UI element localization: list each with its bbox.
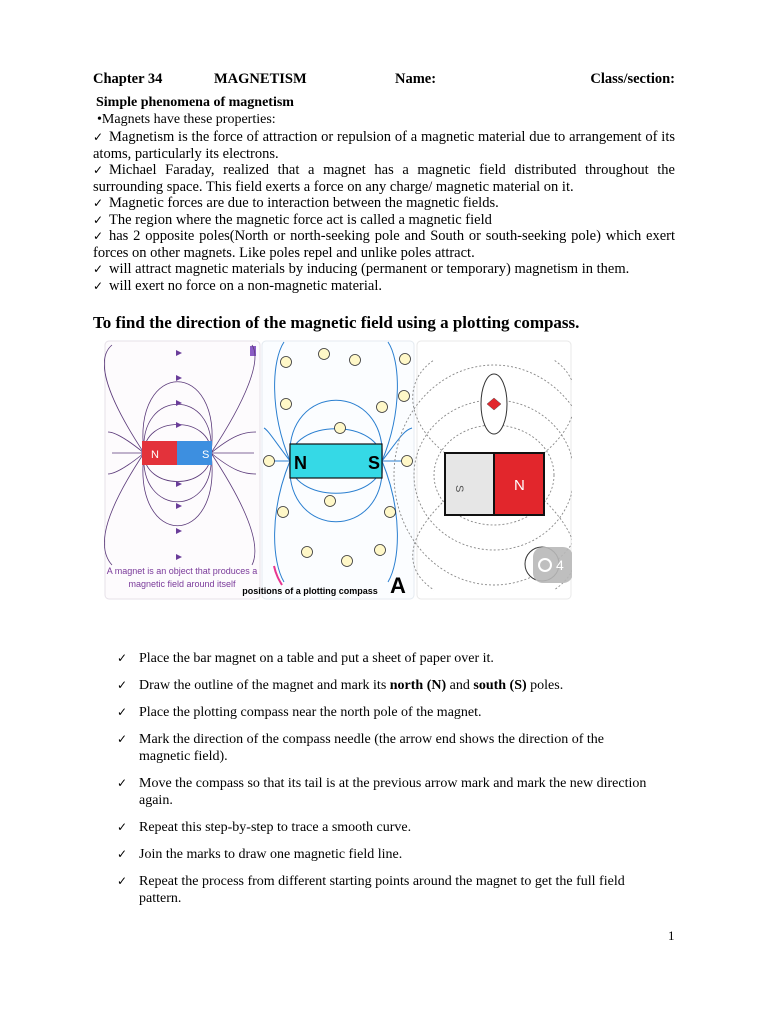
- step-item: ✓ Move the compass so that its tail is at the previous arrow mark and mark the new direction again.: [117, 776, 647, 808]
- checkmark-icon: ✓: [93, 212, 104, 227]
- step-item: ✓ Place the bar magnet on a table and put a sheet of paper over it.: [117, 651, 494, 666]
- figure-caption: A magnet is an object that produces a: [106, 566, 258, 576]
- north-pole-label: N: [151, 449, 159, 461]
- step-item: ✓ Place the plotting compass near the north pole of the magnet.: [117, 705, 482, 720]
- badge-number: 4: [556, 557, 564, 573]
- north-pole-label: N: [294, 453, 307, 473]
- checkmark-icon: ✓: [93, 278, 104, 293]
- checkmark-icon: ✓: [93, 130, 104, 144]
- step-item: ✓ Repeat the process from different starting points around the magnet to get the full field pattern.: [117, 874, 625, 906]
- chapter-label: Chapter 34: [93, 71, 163, 87]
- checkmark-icon: ✓: [93, 262, 104, 276]
- property-item: ✓ Magnetic forces are due to interaction between the magnetic fields.: [93, 195, 499, 211]
- compass-near-magnet-figure: [394, 341, 572, 599]
- step-item: ✓ Join the marks to draw one magnetic field line.: [117, 847, 403, 862]
- property-item: ✓ will exert no force on a non-magnetic material.: [93, 277, 382, 294]
- checkmark-icon: ✓: [117, 651, 128, 665]
- checkmark-icon: ✓: [93, 163, 104, 177]
- field-lines-figure: [104, 341, 260, 599]
- name-label: Name:: [395, 71, 437, 87]
- property-item: ✓ Michael Faraday, realized that a magnet has a magnetic field distributed throughout the surrounding space. This field exerts a force on any charge/ magnetic material on it.: [93, 162, 675, 195]
- south-pole-label: S: [453, 485, 465, 493]
- checkmark-icon: ✓: [117, 847, 128, 861]
- intro-text: •Magnets have these properties:: [97, 112, 276, 127]
- property-item: ✓ The region where the magnetic force act is called a magnetic field: [93, 211, 492, 228]
- south-pole-label: S: [202, 449, 210, 461]
- figure-caption: positions of a plotting compass: [242, 586, 378, 596]
- checkmark-icon: ✓: [117, 705, 128, 719]
- property-item: ✓ Magnetism is the force of attraction or repulsion of a magnetic material due to arrangement of its atoms, particularly its electrons.: [93, 129, 675, 162]
- step-item: ✓ Draw the outline of the magnet and mark its north (N) and south (S) poles.: [117, 678, 564, 693]
- property-item: ✓ will attract magnetic materials by inducing (permanent or temporary) magnetism in them.: [93, 261, 630, 277]
- section-heading: To find the direction of the magnetic field using a plotting compass.: [93, 313, 580, 332]
- checkmark-icon: ✓: [117, 874, 128, 888]
- checkmark-icon: ✓: [93, 196, 104, 210]
- header: [93, 71, 675, 91]
- figure-caption: magnetic field around itself: [128, 579, 236, 589]
- topic-label: MAGNETISM: [214, 71, 307, 87]
- south-pole-label: S: [368, 453, 381, 473]
- magnet-figures: [104, 340, 572, 602]
- checkmark-icon: ✓: [117, 678, 128, 692]
- compass-positions-figure: [242, 341, 414, 599]
- class-label: Class/section:: [590, 71, 675, 87]
- procedure-steps: [117, 650, 657, 917]
- subtitle: Simple phenomena of magnetism: [96, 95, 294, 110]
- checkmark-icon: ✓: [117, 820, 128, 834]
- step-item: ✓ Repeat this step-by-step to trace a smooth curve.: [117, 820, 412, 835]
- property-item: ✓ has 2 opposite poles(North or north-seeking pole and South or south-seeking pole) which exert forces on other magnets. Like poles repel and unlike poles attract.: [93, 228, 675, 261]
- properties-list: [93, 129, 675, 294]
- checkmark-icon: ✓: [93, 229, 104, 243]
- checkmark-icon: ✓: [117, 732, 128, 746]
- checkmark-icon: ✓: [117, 776, 128, 790]
- north-pole-label: N: [514, 477, 525, 494]
- figure-letter: A: [390, 573, 406, 598]
- page-number: 1: [668, 928, 675, 943]
- step-item: ✓ Mark the direction of the compass needle (the arrow end shows the direction of the magnetic field).: [117, 732, 604, 764]
